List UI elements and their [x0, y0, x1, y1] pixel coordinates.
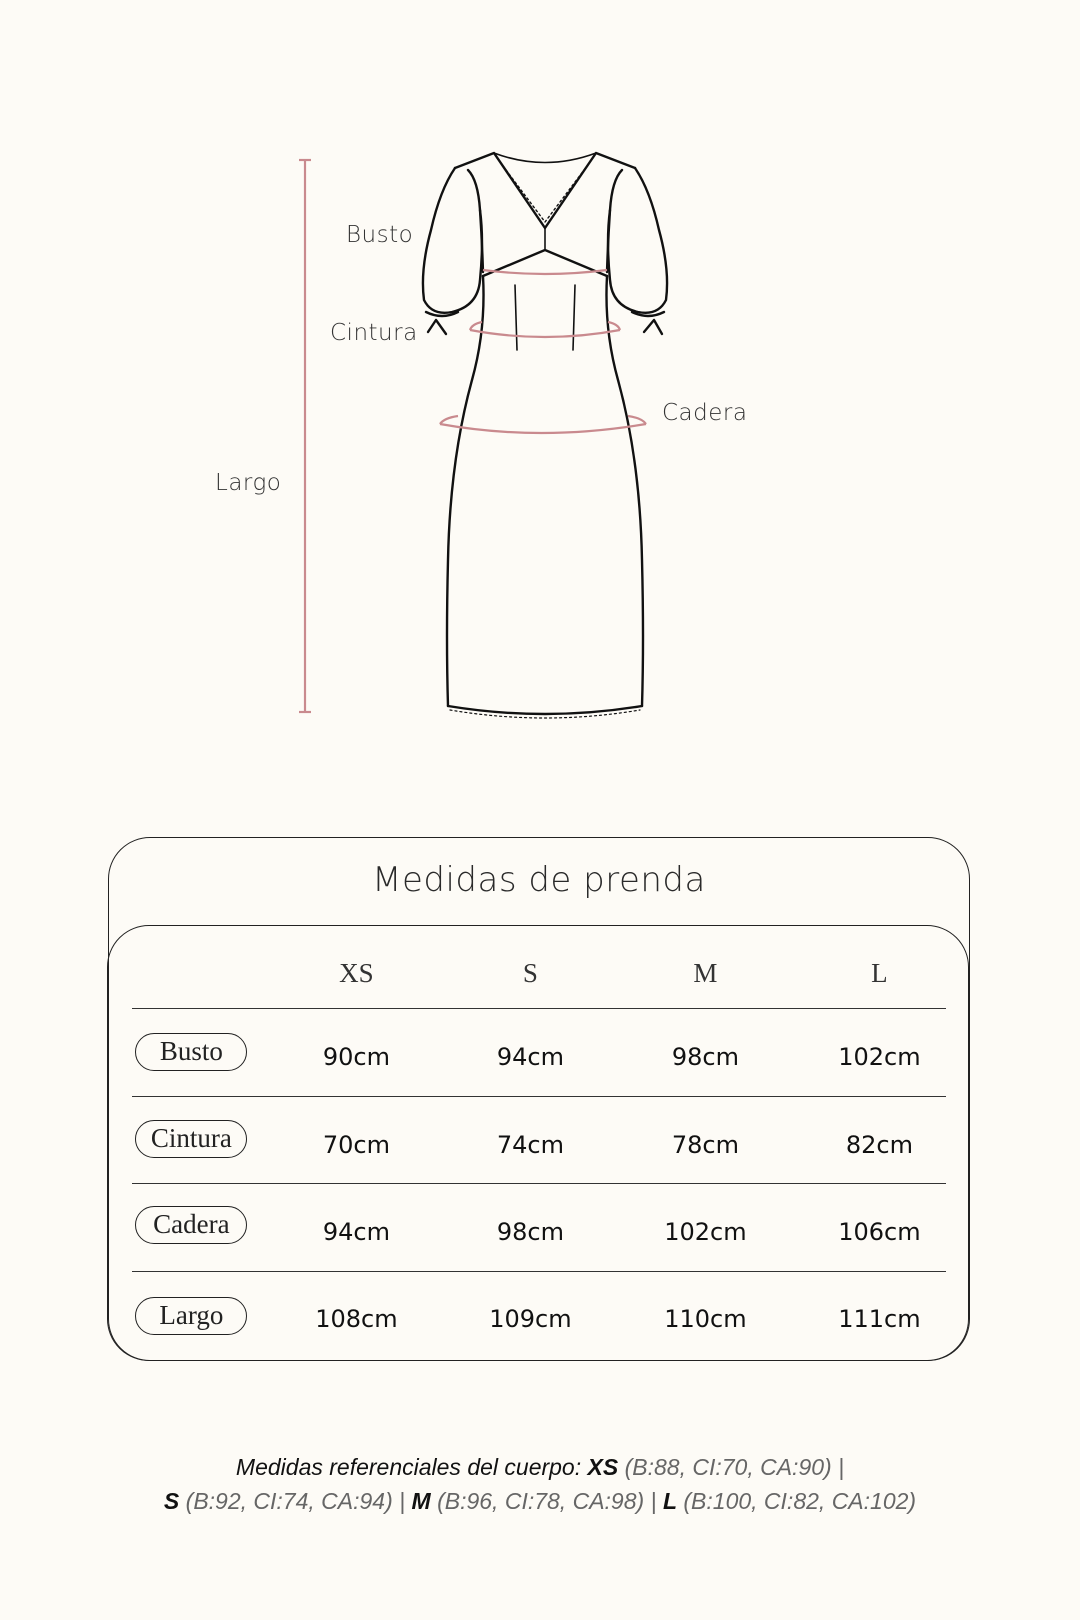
cintura-arc-front	[470, 330, 620, 337]
table-cell: 74cm	[496, 1131, 564, 1159]
row-divider	[132, 1096, 946, 1097]
table-cell: 78cm	[671, 1131, 739, 1159]
table-cell: 70cm	[322, 1131, 390, 1159]
size-header-xs: XS	[339, 958, 374, 988]
note-vals-s: (B:92, CI:74, CA:94) |	[185, 1488, 406, 1514]
row-label-cintura: Cintura	[135, 1120, 247, 1158]
garment-diagram	[0, 0, 1080, 760]
table-cell: 102cm	[664, 1218, 747, 1246]
row-label-busto: Busto	[135, 1033, 247, 1071]
note-vals-m: (B:96, CI:78, CA:98) |	[437, 1488, 657, 1514]
size-header-l: L	[871, 958, 888, 988]
table-cell: 98cm	[671, 1043, 739, 1071]
cintura-label: Cintura	[330, 320, 418, 346]
note-size-xs: XS	[587, 1454, 619, 1480]
table-cell: 94cm	[322, 1218, 390, 1246]
busto-label: Busto	[346, 222, 414, 248]
table-cell: 82cm	[845, 1131, 913, 1159]
card-title: Medidas de prenda	[372, 860, 706, 900]
cadera-arc-front	[440, 424, 646, 433]
note-size-l: L	[662, 1488, 677, 1514]
dress-outline	[423, 153, 667, 718]
table-cell: 90cm	[322, 1043, 390, 1071]
table-cell: 106cm	[838, 1218, 921, 1246]
table-cell: 102cm	[838, 1043, 921, 1071]
table-cell: 109cm	[489, 1305, 572, 1333]
dress-illustration	[0, 0, 1080, 760]
table-cell: 108cm	[315, 1305, 398, 1333]
size-header-m: M	[693, 958, 718, 988]
body-measurements-note-line2	[0, 1484, 1080, 1518]
table-cell: 110cm	[664, 1305, 747, 1333]
note-vals-l: (B:100, CI:82, CA:102)	[683, 1488, 917, 1514]
table-cell: 111cm	[838, 1305, 921, 1333]
row-divider	[132, 1183, 946, 1184]
size-header-s: S	[522, 958, 538, 988]
measurements-table	[107, 925, 969, 1361]
row-label-largo: Largo	[135, 1297, 247, 1335]
row-divider	[132, 1008, 946, 1009]
table-cell: 94cm	[496, 1043, 564, 1071]
table-cell: 98cm	[496, 1218, 564, 1246]
busto-arc	[483, 270, 607, 274]
note-size-m: M	[411, 1488, 431, 1514]
largo-label: Largo	[215, 470, 282, 496]
cadera-label: Cadera	[662, 400, 748, 426]
largo-measure-line	[299, 160, 311, 712]
measure-arcs	[440, 270, 646, 433]
row-label-cadera: Cadera	[135, 1206, 247, 1244]
body-measurements-note-line1	[0, 1450, 1080, 1484]
note-size-s: S	[163, 1488, 180, 1514]
note-vals-xs: (B:88, CI:70, CA:90) |	[624, 1454, 845, 1480]
row-divider	[132, 1271, 946, 1272]
note-lead: Medidas referenciales del cuerpo:	[235, 1454, 582, 1480]
measurements-card	[108, 837, 970, 1361]
